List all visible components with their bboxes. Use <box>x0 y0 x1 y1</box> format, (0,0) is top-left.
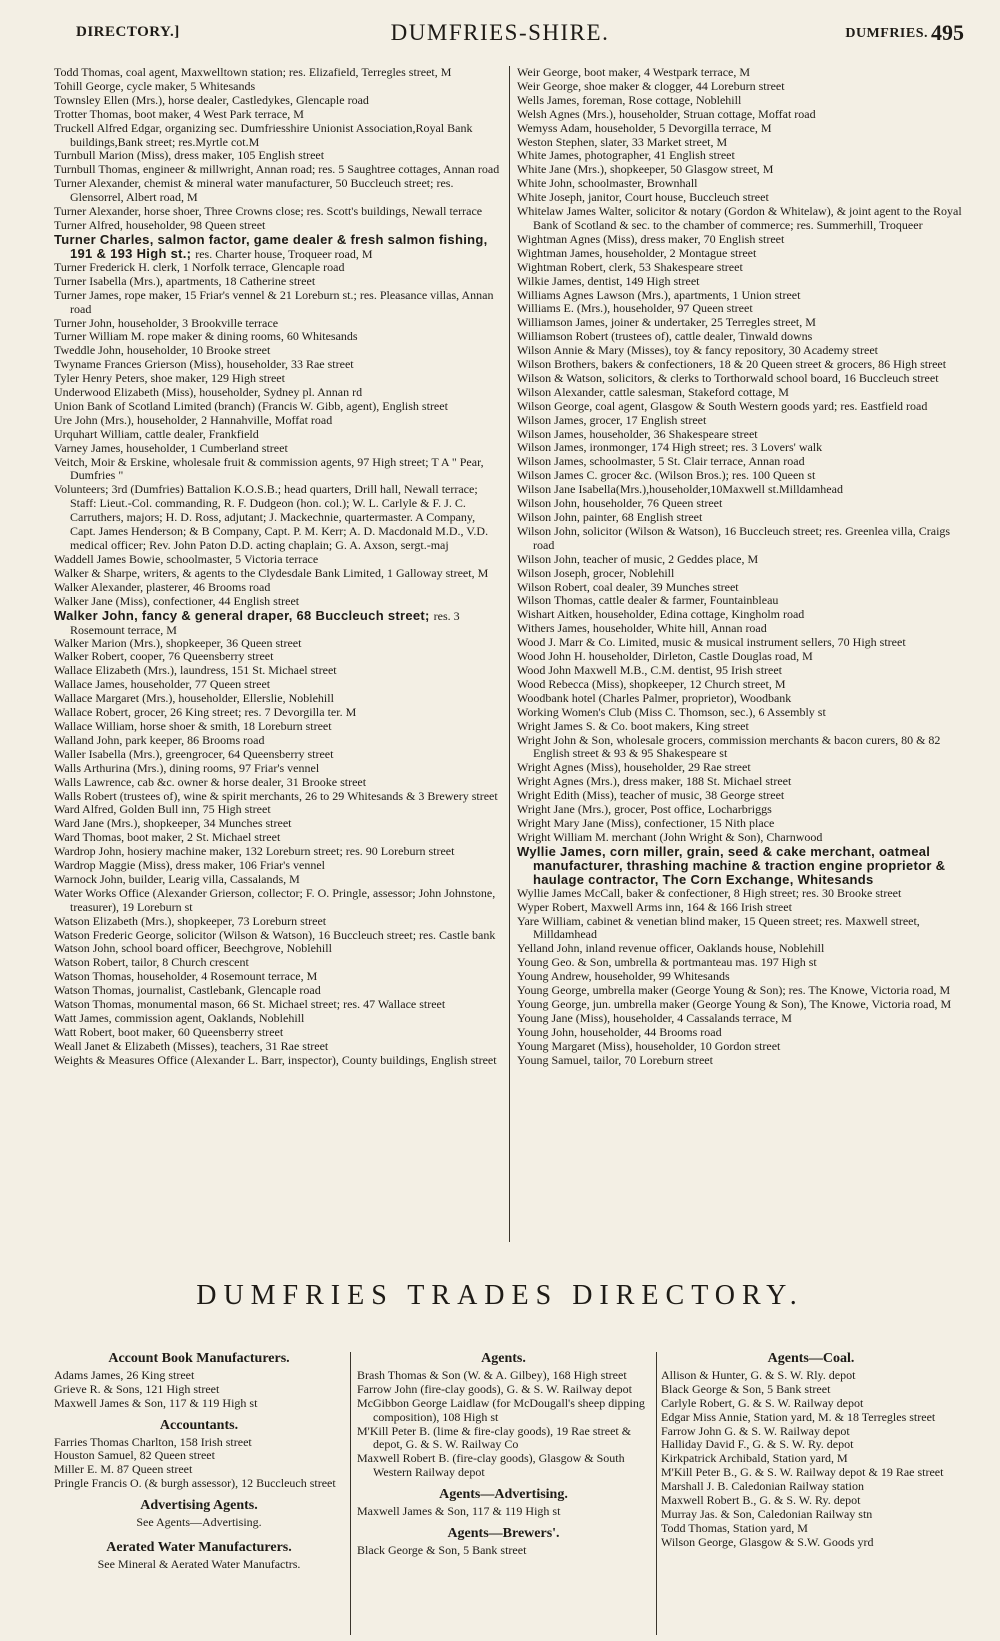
trade-entry: Halliday David F., G. & S. W. Ry. depot <box>661 1437 854 1452</box>
directory-entry: Wightman James, householder, 2 Montague street <box>517 245 757 260</box>
trade-entry: Wilson George, Glasgow & S.W. Goods yrd <box>661 1534 874 1549</box>
directory-entry: Wyper Robert, Maxwell Arms inn, 164 & 166 Irish street <box>517 899 792 914</box>
directory-entry: Volunteers; 3rd (Dumfries) Battalion K.O.S.B.; head quarters, Drill hall, Newall terrace; Staff: Lieut.-Col. commanding, R. F. Dudgeon (hon. col.); W. L. Carlyle & F. J. C. Carruthers, majors; H. D. Ross, adjutant; J. Mackechnie, quartermaster. A Company, Capt. James Henderson; & B Company, Capt. P. M. Kerr; A. D. Macdonald M.D., V.D. medical officer; Rev. John Paton D.D. acting chaplain; G. A. Axson, sergt.-maj <box>54 482 489 552</box>
directory-entry: Walker Jane (Miss), confectioner, 44 English street <box>54 593 300 608</box>
directory-entry: White Jane (Mrs.), shopkeeper, 50 Glasgow street, M <box>517 162 774 177</box>
directory-entry: Walls Arthurina (Mrs.), dining rooms, 97 Friar's vennel <box>54 760 320 775</box>
directory-entry: Wright Mary Jane (Miss), confectioner, 15 Nith place <box>517 815 775 830</box>
directory-entry: Wilson James, schoolmaster, 5 St. Clair terrace, Annan road <box>517 454 805 469</box>
trade-entry: Carlyle Robert, G. & S. W. Railway depot <box>661 1395 864 1410</box>
directory-entry: Walker Marion (Mrs.), shopkeeper, 36 Queen street <box>54 635 302 650</box>
directory-entry: Todd Thomas, coal agent, Maxwelltown station; res. Elizafield, Terregles street, M <box>54 65 452 79</box>
directory-entry: Wilson John, painter, 68 English street <box>517 510 703 524</box>
directory-entry: Williams Agnes Lawson (Mrs.), apartments, 1 Union street <box>517 287 801 302</box>
directory-entry: Wright John & Son, wholesale grocers, commission merchants & bacon curers, 80 & 82 English street & 93 & 95 Shakespeare st <box>517 732 941 761</box>
directory-entry: Walls Lawrence, cab &c. owner & horse dealer, 31 Brooke street <box>54 774 367 789</box>
directory-entry: Watt Robert, boot maker, 60 Queensberry street <box>54 1024 284 1039</box>
trade-entry: Edgar Miss Annie, Station yard, M. & 18 Terregles street <box>661 1409 936 1424</box>
directory-entry: Wilson George, coal agent, Glasgow & South Western goods yard; res. Eastfield road <box>517 398 928 413</box>
directory-entry: Wilson John, householder, 76 Queen street <box>517 496 723 511</box>
directory-entry: Young John, householder, 44 Brooms road <box>517 1024 722 1039</box>
directory-entry: Welsh Agnes (Mrs.), householder, Struan cottage, Moffat road <box>517 106 816 121</box>
trade-entry: Farrow John (fire-clay goods), G. & S. W. Railway depot <box>357 1381 632 1396</box>
directory-entry: Turner James, rope maker, 15 Friar's vennel & 21 Loreburn st.; res. Pleasance villas, Annan road <box>54 287 494 316</box>
trade-entry: Maxwell James & Son, 117 & 119 High st <box>54 1395 258 1410</box>
directory-entry: Weights & Measures Office (Alexander L. Barr, inspector), County buildings, English street <box>54 1052 497 1067</box>
trade-entry: Black George & Son, 5 Bank street <box>661 1381 831 1396</box>
running-head-title: DUMFRIES-SHIRE. <box>390 20 610 45</box>
directory-entry: Turner Alexander, chemist & mineral water manufacturer, 50 Buccleuch street; res. Glensorrel, Albert road, M <box>54 176 454 205</box>
directory-entry: Wilson Robert, coal dealer, 39 Munches street <box>517 579 739 594</box>
directory-entry: Wallace Elizabeth (Mrs.), laundress, 151 St. Michael street <box>54 663 337 678</box>
trade-entry: Houston Samuel, 82 Queen street <box>54 1448 215 1463</box>
page-number: 495 <box>931 20 964 45</box>
directory-entry: Watson Thomas, journalist, Castlebank, Glencaple road <box>54 983 321 998</box>
directory-entry: Turnbull Marion (Miss), dress maker, 105 English street <box>54 148 325 163</box>
directory-entry: Williamson James, joiner & undertaker, 25 Terregles street, M <box>517 315 816 330</box>
directory-entry: Young Jane (Miss), householder, 4 Cassalands terrace, M <box>517 1010 792 1025</box>
trades-column-3 <box>661 1350 961 1556</box>
directory-entry: Varney James, householder, 1 Cumberland street <box>54 440 288 455</box>
directory-entry: Young Samuel, tailor, 70 Loreburn street <box>517 1052 713 1067</box>
directory-entry: Wilson Brothers, bakers & confectioners, 18 & 20 Queen street & grocers, 86 High street <box>517 357 947 372</box>
entry-bold-text: Wyllie James, corn miller, grain, seed & cake merchant, oatmeal manufacturer, thrashing machine & traction engine proprietor & haulage contractor, The Corn Exchange, Whitesands <box>517 843 946 887</box>
directory-entry: Wardrop Maggie (Miss), dress maker, 106 Friar's vennel <box>54 858 325 873</box>
directory-entry: Wallace Margaret (Mrs.), householder, Ellerslie, Noblehill <box>54 691 334 706</box>
directory-entry: Wright Edith (Miss), teacher of music, 38 George street <box>517 788 785 803</box>
directory-entry: Williamson Robert (trustees of), cattle dealer, Tinwald downs <box>517 329 813 344</box>
directory-entry: Truckell Alfred Edgar, organizing sec. Dumfriesshire Unionist Association,Royal Bank buildings,Bank street; res.Myrtle cot.M <box>54 120 473 149</box>
directory-entry: Whitelaw James Walter, solicitor & notary (Gordon & Whitelaw), & joint agent to the Royal Bank of Scotland & sec. to the chamber of commerce; res. Summerhill, Troqueer <box>517 204 962 232</box>
directory-entry: Weston Stephen, slater, 33 Market street, M <box>517 134 728 149</box>
directory-entry: Watson Frederic George, solicitor (Wilson & Watson), 16 Buccleuch street; res. Castle bank <box>54 927 496 942</box>
directory-entry: Waddell James Bowie, schoolmaster, 5 Victoria terrace <box>54 551 319 566</box>
directory-entry: Warnock John, builder, Learig villa, Cassalands, M <box>54 871 300 886</box>
trade-entry: Farries Thomas Charlton, 158 Irish street <box>54 1434 252 1449</box>
directory-entry: Watt James, commission agent, Oaklands, Noblehill <box>54 1011 305 1025</box>
trade-entry: Brash Thomas & Son (W. & A. Gilbey), 168 High street <box>357 1367 627 1382</box>
directory-entry: Wilson Thomas, cattle dealer & farmer, Fountainbleau <box>517 593 779 608</box>
trade-entry: Black George & Son, 5 Bank street <box>357 1542 527 1557</box>
directory-entry: Wishart Aitken, householder, Edina cottage, Kingholm road <box>517 607 805 622</box>
trade-entry: Adams James, 26 King street <box>54 1367 195 1382</box>
directory-entry: Wilson Jane Isabella(Mrs.),householder,10Maxwell st.Milldamhead <box>517 482 843 497</box>
directory-entry: Twyname Frances Grierson (Miss), householder, 33 Rae street <box>54 357 354 372</box>
directory-entry: Wright Agnes (Miss), householder, 29 Rae street <box>517 760 751 775</box>
trade-entry: M'Kill Peter B. (lime & fire-clay goods), 19 Rae street & depot, G. & S. W. Railway Co <box>357 1423 632 1452</box>
trade-cross-reference: See Agents—Advertising. <box>136 1515 262 1530</box>
trade-heading: Agents. <box>481 1351 526 1366</box>
directory-column-right <box>517 66 962 1068</box>
trade-entry: Maxwell Robert B., G. & S. W. Ry. depot <box>661 1493 861 1508</box>
trade-entry: Grieve R. & Sons, 121 High street <box>54 1381 220 1396</box>
trade-entry: Marshall J. B. Caledonian Railway station <box>661 1479 864 1494</box>
directory-entry: Wright Agnes (Mrs.), dress maker, 188 St. Michael street <box>517 774 792 789</box>
trades-column-2 <box>357 1350 650 1564</box>
directory-entry: Weir George, boot maker, 4 Westpark terrace, M <box>517 65 751 79</box>
directory-entry: Tohill George, cycle maker, 5 Whitesands <box>54 78 256 93</box>
trade-entry: Maxwell James & Son, 117 & 119 High st <box>357 1504 561 1519</box>
directory-entry: Turner William M. rope maker & dining rooms, 60 Whitesands <box>54 329 358 344</box>
directory-entry: White John, schoolmaster, Brownhall <box>517 176 698 191</box>
trade-entry: Pringle Francis O. (& burgh assessor), 12 Buccleuch street <box>54 1476 336 1491</box>
trades-divider <box>656 1352 657 1635</box>
directory-entry <box>54 609 503 637</box>
trade-entry: McGibbon George Laidlaw (for McDougall's sheep dipping composition), 108 High st <box>357 1395 645 1424</box>
directory-entry: Yelland John, inland revenue officer, Oaklands house, Noblehill <box>517 941 825 956</box>
directory-entry: Townsley Ellen (Mrs.), horse dealer, Castledykes, Glencaple road <box>54 92 369 107</box>
directory-entry <box>517 845 962 887</box>
directory-entry: White Joseph, janitor, Court house, Buccleuch street <box>517 190 769 205</box>
directory-entry: Weall Janet & Elizabeth (Misses), teachers, 31 Rae street <box>54 1038 329 1053</box>
trade-entry: Todd Thomas, Station yard, M <box>661 1520 808 1535</box>
entry-bold-text: Walker John, fancy & general draper, 68 Buccleuch street; <box>54 607 430 623</box>
directory-entry: Wilson John, teacher of music, 2 Geddes place, M <box>517 551 759 566</box>
directory-entry: Walker Alexander, plasterer, 46 Brooms road <box>54 579 271 594</box>
column-divider <box>509 66 510 1242</box>
trade-heading: Agents—Coal. <box>767 1351 855 1366</box>
trade-heading: Advertising Agents. <box>140 1498 258 1514</box>
trade-heading: Agents—Advertising. <box>439 1487 568 1503</box>
directory-entry: Wood J. Marr & Co. Limited, music & musical instrument sellers, 70 High street <box>517 635 906 650</box>
directory-entry: Wood John Maxwell M.B., C.M. dentist, 95 Irish street <box>517 662 783 677</box>
directory-entry: Turner Isabella (Mrs.), apartments, 18 Catherine street <box>54 273 316 288</box>
directory-entry: Water Works Office (Alexander Grierson, collector; F. O. Pringle, assessor; John Johnstone, treasurer), 19 Loreburn st <box>54 885 496 914</box>
directory-entry: Watson Robert, tailor, 8 Church crescent <box>54 955 249 970</box>
directory-entry: Underwood Elizabeth (Miss), householder, Sydney pl. Annan rd <box>54 385 363 400</box>
directory-entry: Wilkie James, dentist, 149 High street <box>517 273 700 288</box>
directory-entry <box>54 233 503 261</box>
directory-entry: Young Andrew, householder, 99 Whitesands <box>517 969 730 984</box>
directory-entry: Tyler Henry Peters, shoe maker, 129 High street <box>54 371 285 386</box>
trade-heading: Account Book Manufacturers. <box>108 1351 290 1366</box>
directory-entry: Young George, umbrella maker (George Young & Son); res. The Knowe, Victoria road, M <box>517 983 951 998</box>
directory-entry: Wemyss Adam, householder, 5 Devorgilla terrace, M <box>517 120 772 135</box>
directory-entry: Watson Elizabeth (Mrs.), shopkeeper, 73 Loreburn street <box>54 913 327 928</box>
trades-column-1 <box>54 1350 344 1581</box>
directory-entry: Union Bank of Scotland Limited (branch) (Francis W. Gibb, agent), English street <box>54 398 448 413</box>
trade-entry: Murray Jas. & Son, Caledonian Railway stn <box>661 1506 873 1521</box>
directory-entry: Young Margaret (Miss), householder, 10 Gordon street <box>517 1038 781 1053</box>
directory-entry: Walker & Sharpe, writers, & agents to the Clydesdale Bank Limited, 1 Galloway street, M <box>54 565 489 580</box>
directory-entry: Wilson Alexander, cattle salesman, Stakeford cottage, M <box>517 384 789 399</box>
trades-directory-title: DUMFRIES TRADES DIRECTORY. <box>196 1280 804 1311</box>
directory-entry: Walland John, park keeper, 86 Brooms road <box>54 732 265 747</box>
page-header <box>0 0 1000 56</box>
directory-column-left <box>54 66 503 1068</box>
directory-entry: White James, photographer, 41 English street <box>517 148 735 163</box>
directory-entry: Turner Frederick H. clerk, 1 Norfolk terrace, Glencaple road <box>54 259 345 274</box>
running-head-right: DUMFRIES. <box>845 26 928 41</box>
directory-entry: Ure John (Mrs.), householder, 2 Hannahville, Moffat road <box>54 412 333 427</box>
directory-entry: Wightman Agnes (Miss), dress maker, 70 English street <box>517 231 785 246</box>
directory-entry: Ward Jane (Mrs.), shopkeeper, 34 Munches street <box>54 816 292 831</box>
entry-bold-text: Turner Charles, salmon factor, game dealer & fresh salmon fishing, 191 & 193 High st.; <box>54 231 488 261</box>
directory-entry: Wilson & Watson, solicitors, & clerks to Torthorwald school board, 16 Buccleuch street <box>517 370 939 385</box>
trades-divider <box>350 1352 351 1635</box>
directory-entry: Wells James, foreman, Rose cottage, Noblehill <box>517 92 742 107</box>
directory-entry: Wardrop John, hosiery machine maker, 132 Loreburn street; res. 90 Loreburn street <box>54 844 455 859</box>
directory-entry: Ward Thomas, boot maker, 2 St. Michael street <box>54 830 281 845</box>
directory-entry: Yare William, cabinet & venetian blind maker, 15 Queen street; res. Maxwell street, Milldamhead <box>517 913 920 942</box>
directory-entry: Wallace James, householder, 77 Queen street <box>54 677 271 692</box>
directory-entry: Wood John H. householder, Dirleton, Castle Douglas road, M <box>517 649 813 664</box>
trade-entry: Miller E. M. 87 Queen street <box>54 1462 193 1477</box>
directory-entry: Watson Thomas, householder, 4 Rosemount terrace, M <box>54 969 318 984</box>
directory-entry: Ward Alfred, Golden Bull inn, 75 High street <box>54 802 271 817</box>
entry-text: res. 3 Rosemount terrace, M <box>70 608 460 637</box>
directory-entry: Wright William M. merchant (John Wright & Son), Charnwood <box>517 829 823 844</box>
directory-entry: Wallace Robert, grocer, 26 King street; res. 7 Devorgilla ter. M <box>54 705 357 720</box>
trade-heading: Aerated Water Manufacturers. <box>106 1539 292 1555</box>
directory-entry: Wilson Annie & Mary (Misses), toy & fancy repository, 30 Academy street <box>517 343 879 358</box>
directory-entry: Withers James, householder, White hill, Annan road <box>517 621 767 636</box>
directory-entry: Tweddle John, householder, 10 Brooke street <box>54 343 271 358</box>
entry-text: res. Charter house, Troqueer road, M <box>195 246 373 261</box>
trade-entry: Farrow John G. & S. W. Railway depot <box>661 1423 850 1438</box>
trade-entry: Kirkpatrick Archibald, Station yard, M <box>661 1451 848 1466</box>
directory-entry: Wilson James, grocer, 17 English street <box>517 412 707 427</box>
directory-entry: Wyllie James McCall, baker & confectioner, 8 High street; res. 30 Brooke street <box>517 885 902 900</box>
directory-entry: Wilson James C. grocer &c. (Wilson Bros.); res. 100 Queen st <box>517 468 816 483</box>
directory-entry: Young George, jun. umbrella maker (George Young & Son), The Knowe, Victoria road, M <box>517 997 952 1011</box>
running-head-left: DIRECTORY.] <box>76 24 180 40</box>
directory-entry: Williams E. (Mrs.), householder, 97 Queen street <box>517 301 753 316</box>
directory-entry: Wallace William, horse shoer & smith, 18 Loreburn street <box>54 718 332 733</box>
directory-entry: Turnbull Thomas, engineer & millwright, Annan road; res. 5 Saughtree cottages, Annan road <box>54 162 500 177</box>
directory-entry: Urquhart William, cattle dealer, Frankfield <box>54 426 259 441</box>
directory-entry: Working Women's Club (Miss C. Thomson, sec.), 6 Assembly st <box>517 704 826 719</box>
trade-entry: Maxwell Robert B. (fire-clay goods), Glasgow & South Western Railway depot <box>357 1451 625 1480</box>
directory-entry: Weir George, shoe maker & clogger, 44 Loreburn street <box>517 78 785 93</box>
directory-entry: Trotter Thomas, boot maker, 4 West Park terrace, M <box>54 106 304 121</box>
directory-entry: Wightman Robert, clerk, 53 Shakespeare street <box>517 259 743 274</box>
directory-entry: Walls Robert (trustees of), wine & spirit merchants, 26 to 29 Whitesands & 3 Brewery street <box>54 788 498 803</box>
directory-entry: Wilson James, ironmonger, 174 High street; res. 3 Lovers' walk <box>517 440 823 455</box>
directory-entry: Wright James S. & Co. boot makers, King street <box>517 718 749 733</box>
directory-entry: Wilson Joseph, grocer, Noblehill <box>517 565 675 580</box>
trade-entry: Allison & Hunter, G. & S. W. Rly. depot <box>661 1367 856 1382</box>
directory-entry: Turner John, householder, 3 Brookville terrace <box>54 315 279 330</box>
directory-entry: Watson John, school board officer, Beechgrove, Noblehill <box>54 941 332 956</box>
directory-entry: Turner Alfred, householder, 98 Queen street <box>54 217 266 232</box>
directory-entry: Walker Robert, cooper, 76 Queensberry street <box>54 649 274 664</box>
directory-entry: Wilson James, householder, 36 Shakespeare street <box>517 426 758 441</box>
directory-entry: Wilson John, solicitor (Wilson & Watson), 16 Buccleuch street; res. Greenlea villa, Craigs road <box>517 523 951 552</box>
directory-entry: Wright Jane (Mrs.), grocer, Post office, Locharbriggs <box>517 802 772 817</box>
directory-entry: Woodbank hotel (Charles Palmer, proprietor), Woodbank <box>517 690 792 705</box>
directory-entry: Veitch, Moir & Erskine, wholesale fruit & commission agents, 97 High street; T A " Pear, Dumfries " <box>54 454 484 483</box>
directory-entry: Turner Alexander, horse shoer, Three Crowns close; res. Scott's buildings, Newall terrace <box>54 204 483 219</box>
directory-entry: Waller Isabella (Mrs.), greengrocer, 64 Queensberry street <box>54 746 334 761</box>
directory-entry: Wood Rebecca (Miss), shopkeeper, 12 Church street, M <box>517 676 786 691</box>
trade-entry: M'Kill Peter B., G. & S. W. Railway depot & 19 Rae street <box>661 1465 944 1480</box>
trade-heading: Agents—Brewers'. <box>447 1525 560 1541</box>
trade-heading: Accountants. <box>159 1417 239 1433</box>
directory-entry: Young Geo. & Son, umbrella & portmanteau mas. 197 High st <box>517 955 817 970</box>
trade-cross-reference: See Mineral & Aerated Water Manufactrs. <box>97 1556 301 1571</box>
directory-entry: Watson Thomas, monumental mason, 66 St. Michael street; res. 47 Wallace street <box>54 997 446 1012</box>
